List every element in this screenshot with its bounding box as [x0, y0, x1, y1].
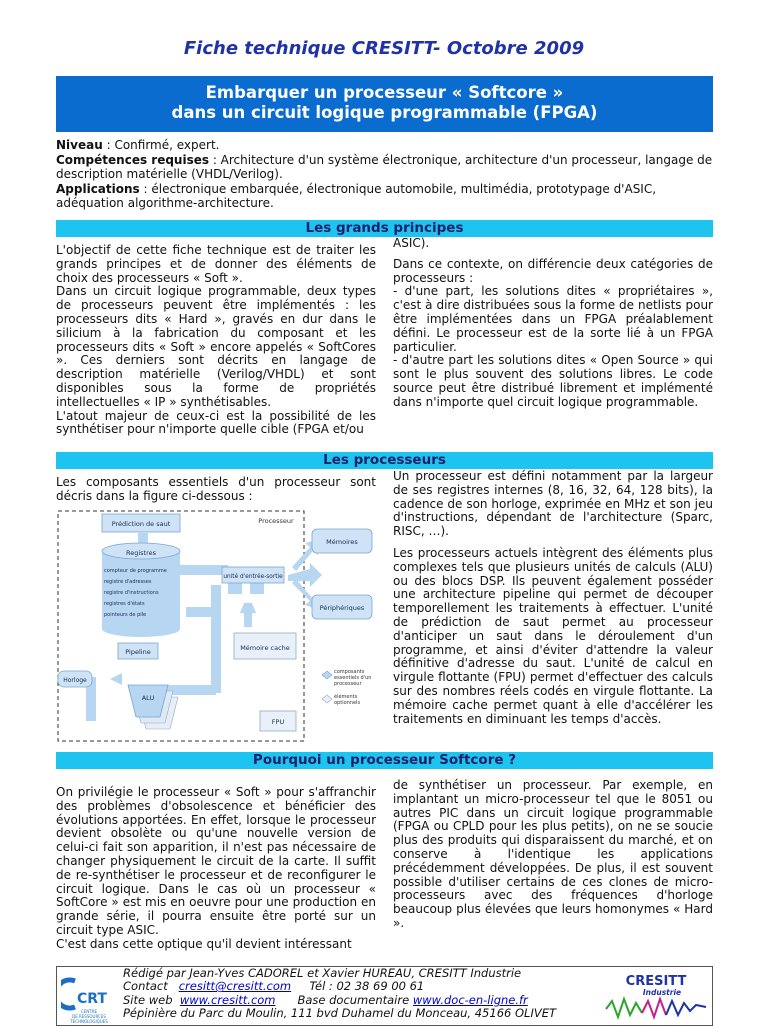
crt-sub: CENTRE: [80, 1009, 98, 1014]
paragraph: - d'une part, les solutions dites « propriétaires », c'est à dire distribuées sous la forme de netlists pour être implémentées dans un FPGA préalablement défini. Le processeur est de la sorte lié à un FPGA particulier.: [393, 284, 713, 354]
paragraph: Dans un circuit logique programmable, deux types de processeurs peuvent être implémentés : les processeurs dits « Hard », gravés en dur dans le silicium à la fabrication du composant et les processeurs dits « Soft » encore appelés « SoftCores ». Ces derniers sont décrits en langage de description matérielle (Verilog/VHDL) et sont disponibles sous la forme de propriétés intellectuelles « IP » synthétisables.: [56, 284, 376, 409]
alu-label: ALU: [141, 694, 155, 702]
processeurs-left-intro: [56, 476, 376, 504]
niveau-line: Niveau : Confirmé, expert.: [56, 138, 220, 152]
io-unit-label: unité d'entrée-sortie: [223, 574, 283, 580]
register-item: registre d'adresses: [104, 579, 152, 585]
paragraph: Les composants essentiels d'un processeur sont décris dans la figure ci-dessous :: [56, 475, 376, 503]
paragraph: de synthétiser un processeur. Par exemple, en implantant un micro-processeur tel que le 8051 ou autres PIC dans un circuit logique programmable (FPGA ou CPLD pour les plus petits), on ne se soucie plus des produits qui disparaissent du marché, et on conserve à l'identique les applications précédemment développées. De plus, il est souvent possible d'utiliser certains de ces clones de micro-processeurs avec des fréquences d'horloge beaucoup plus élevées que leurs homonymes « Hard ».: [393, 778, 713, 930]
crt-logo: [61, 973, 117, 1025]
document-title: Fiche technique CRESITT- Octobre 2009: [183, 38, 585, 59]
legend-text: éléments: [334, 694, 358, 700]
paragraph: C'est dans cette optique qu'il devient intéressant: [56, 936, 352, 951]
paragraph: ASIC).: [393, 236, 430, 250]
main-banner: [56, 76, 713, 132]
legend-text: composants: [334, 669, 365, 675]
footer-authors: Rédigé par Jean-Yves CADOREL et Xavier HUREAU, CRESITT Industrie: [123, 966, 522, 980]
prediction-label: Prédiction de saut: [111, 520, 171, 528]
footer-box: [56, 966, 713, 1026]
paragraph: L'atout majeur de ceux-ci est la possibilité de les synthétiser pour n'importe quelle cible (FPGA et/ou: [56, 408, 376, 437]
cresitt-logo: [602, 971, 710, 1023]
peripheriques-label: Périphériques: [319, 604, 365, 612]
banner-line-1: Embarquer un processeur « Softcore »: [205, 83, 564, 102]
applications-line: Applications : électronique embarquée, électronique automobile, multimédia, prototypage d'ASIC, adéquation algorithme-architecture.: [56, 181, 657, 210]
email-link[interactable]: cresitt@cresitt.com: [178, 979, 292, 994]
softcore-left-column: [56, 786, 376, 952]
register-item: compteur de programme: [104, 568, 167, 574]
paragraph: On privilégie le processeur « Soft » pour s'affranchir des problèmes d'obsolescence et bénéficier des évolutions apportées. En effet, lorsque le processeur devient obsolète ou qu'une nouvelle version de celui-ci fait son apparition, il n'est pas nécessaire de changer physiquement le circuit de la carte. Il suffit de re-synthétiser le processeur et de reconfigurer le circuit logique. Dans le cas où un processeur « SoftCore » est mis en oeuvre pour une production en grande série, il pourra ensuite être porté sur un circuit type ASIC.: [56, 785, 376, 937]
paragraph: L'objectif de cette fiche technique est de traiter les grands principes et de donner des éléments de choix des processeurs « Soft ».: [56, 243, 376, 285]
section-title-softcore: Pourquoi un processeur Softcore ?: [56, 752, 713, 769]
banner-line-2: dans un circuit logique programmable (FPGA): [171, 103, 598, 122]
crt-sub: DE RESSOURCES: [72, 1014, 106, 1019]
crt-letters: CRT: [77, 991, 107, 1007]
processeurs-right-column: [393, 470, 713, 726]
principes-left-column: [56, 244, 376, 437]
fpu-label: FPU: [271, 718, 285, 726]
pipeline-label: Pipeline: [125, 648, 151, 656]
doc-link[interactable]: www.doc-en-ligne.fr: [412, 992, 528, 1007]
paragraph: - d'autre part les solutions dites « Open Source » qui sont le plus souvent des solutions libres. Le code source peut être distribué librement et implémenté dans n'importe quel circuit logique programmable.: [393, 353, 713, 409]
cache-label: Mémoire cache: [240, 644, 290, 652]
paragraph: Dans ce contexte, on différencie deux catégories de processeurs :: [393, 256, 713, 285]
legend-text: essentiels d'un: [334, 675, 372, 681]
legend-essential-marker: [322, 671, 332, 679]
register-item: registre d'instructions: [104, 590, 159, 596]
footer-contact-line: Contact cresitt@cresitt.com Tél : 02 38 69 00 61: [123, 979, 425, 994]
softcore-right-column: [393, 779, 713, 931]
registres-label: Registres: [125, 549, 157, 557]
register-item: pointeurs de pile: [104, 612, 147, 618]
processor-diagram: [56, 507, 390, 745]
cresitt-sub: Industrie: [642, 988, 682, 997]
crt-sub: TECHNOLOGIQUES: [70, 1019, 108, 1024]
footer-web-line: Site web www.cresitt.com Base documentaire www.doc-en-ligne.fr: [123, 992, 528, 1007]
principes-right-column: [393, 237, 713, 410]
processeur-label: Processeur: [258, 517, 294, 525]
footer-address: Pépinière du Parc du Moulin, 111 bvd Duhamel du Monceau, 45166 OLIVET: [123, 1006, 556, 1021]
horloge-label: Horloge: [63, 677, 87, 684]
register-item: registres d'états: [104, 601, 145, 607]
paragraph: Un processeur est défini notamment par la largeur de ses registres internes (8, 16, 32, 64, 128 bits), la cadence de son horloge, exprimée en MHz et son jeu d'instructions, dépendant de l'architecture (Sparc, RISC, …).: [393, 469, 713, 539]
legend-text: processeur: [334, 681, 362, 687]
competences-line: Compétences requises : Architecture d'un système électronique, architecture d'un processeur, langage de description matérielle (VHDL/Verilog).: [56, 152, 713, 181]
memoires-label: Mémoires: [326, 538, 358, 546]
section-title-processeurs: Les processeurs: [56, 452, 713, 469]
footer-text: [123, 967, 556, 1021]
site-link[interactable]: www.cresitt.com: [179, 992, 276, 1007]
section-title-principes: Les grands principes: [56, 220, 713, 237]
cresitt-name: CRESITT: [625, 974, 687, 989]
legend-optional-marker: [322, 695, 332, 703]
legend-text: optionnels: [334, 700, 361, 706]
paragraph: Les processeurs actuels intègrent des éléments plus complexes tels que plusieurs unités de calculs (ALU) ou des blocs DSP. Ils peuvent également posséder une architecture pipeline qui permet de découper temporellement les traitements à effectuer. L'unité de prédiction de saut permet au processeur d'anticiper un saut dans le déroulement d'un programme, et ainsi d'éviter d'attendre la valeur définitive d'adresse du saut. L'unité de calcul en virgule flottante (FPU) permet d'effectuer des calculs sur des nombres réels codés en virgule flottante. La mémoire cache permet quant à elle d'accélérer les traitements en diminuant les temps d'accès.: [393, 545, 713, 726]
intro-block: [56, 138, 713, 211]
